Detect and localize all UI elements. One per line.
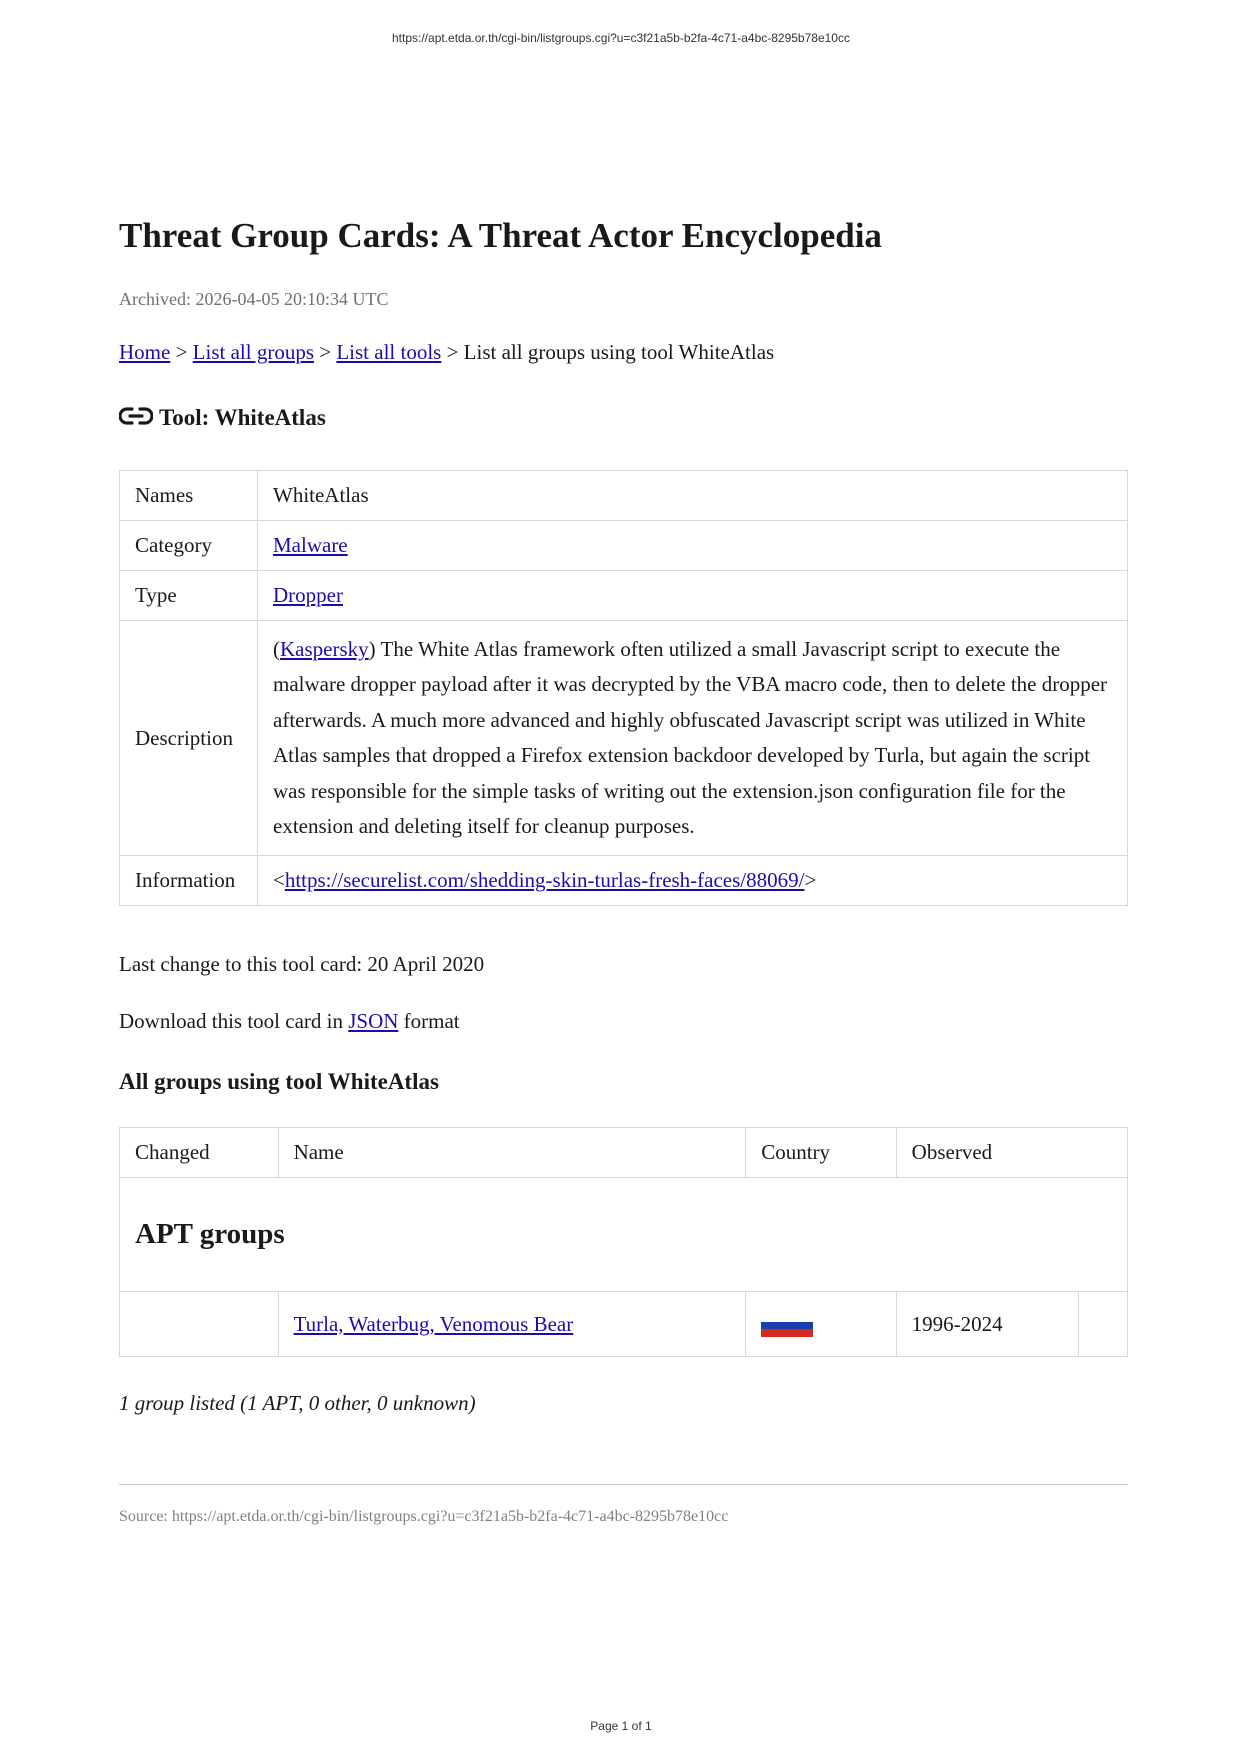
table-header-row xyxy=(120,1128,1128,1178)
breadcrumb xyxy=(119,338,774,366)
column-header-country: Country xyxy=(746,1128,896,1178)
type-link[interactable]: Dropper xyxy=(273,583,343,607)
names-value: WhiteAtlas xyxy=(258,471,1128,521)
country-cell xyxy=(746,1292,896,1357)
breadcrumb-home-link[interactable]: Home xyxy=(119,340,171,364)
observed-cell: 1996-2024 xyxy=(896,1292,1079,1357)
table-row xyxy=(120,1292,1128,1357)
groups-summary: 1 group listed (1 APT, 0 other, 0 unknown) xyxy=(119,1391,476,1415)
groups-table xyxy=(119,1127,1128,1357)
section-row xyxy=(120,1178,1128,1292)
description-text: ) The White Atlas framework often utilized a small Javascript script to execute the malware dropper payload after it was decrypted by the VBA macro code, then to delete the dropper afterwards. A much more advanced and highly obfuscated Javascript script was utilized in White Atlas samples that dropped a Firefox extension backdoor developed by Turla, but again the script was responsible for the simple tasks of writing out the extension.json configuration file for the extension and deleting itself for cleanup purposes. xyxy=(273,637,1108,839)
description-label: Description xyxy=(120,621,258,856)
tool-info-table xyxy=(119,470,1128,906)
names-label: Names xyxy=(120,471,258,521)
description-open-paren: ( xyxy=(273,637,280,661)
breadcrumb-separator: > xyxy=(170,340,193,364)
breadcrumb-groups-link[interactable]: List all groups xyxy=(192,340,314,364)
tool-heading xyxy=(119,402,326,434)
russia-flag-icon xyxy=(761,1314,813,1337)
category-link[interactable]: Malware xyxy=(273,533,348,557)
name-cell xyxy=(278,1292,746,1357)
category-label: Category xyxy=(120,521,258,571)
description-value xyxy=(258,621,1128,856)
page-title: Threat Group Cards: A Threat Actor Encyclopedia xyxy=(119,216,882,255)
information-label: Information xyxy=(120,856,258,906)
table-row xyxy=(120,856,1128,906)
breadcrumb-tools-link[interactable]: List all tools xyxy=(336,340,442,364)
information-open-bracket: < xyxy=(273,868,285,893)
type-label: Type xyxy=(120,571,258,621)
download-suffix: format xyxy=(398,1009,460,1033)
groups-heading: All groups using tool WhiteAtlas xyxy=(119,1069,439,1094)
print-header-url: https://apt.etda.or.th/cgi-bin/listgroups.cgi?u=c3f21a5b-b2fa-4c71-a4bc-8295b78e10cc xyxy=(392,31,850,45)
changed-cell xyxy=(120,1292,279,1357)
breadcrumb-separator: > xyxy=(314,340,337,364)
information-close-bracket: > xyxy=(804,868,817,893)
kaspersky-link[interactable]: Kaspersky xyxy=(280,637,369,661)
table-row xyxy=(120,521,1128,571)
json-download-link[interactable]: JSON xyxy=(348,1009,399,1033)
group-name-link[interactable]: Turla, Waterbug, Venomous Bear xyxy=(293,1311,574,1336)
extra-cell xyxy=(1079,1292,1128,1357)
information-value xyxy=(258,856,1128,906)
table-row xyxy=(120,571,1128,621)
column-header-changed: Changed xyxy=(120,1128,279,1178)
column-header-name: Name xyxy=(278,1128,746,1178)
table-row xyxy=(120,471,1128,521)
archived-timestamp: Archived: 2026-04-05 20:10:34 UTC xyxy=(119,289,389,309)
category-cell xyxy=(258,521,1128,571)
tool-heading-text: Tool: WhiteAtlas xyxy=(159,405,326,430)
type-cell xyxy=(258,571,1128,621)
link-icon xyxy=(119,405,159,430)
divider xyxy=(119,1484,1128,1485)
download-prefix: Download this tool card in xyxy=(119,1009,349,1033)
column-header-observed: Observed xyxy=(896,1128,1127,1178)
information-link[interactable]: https://securelist.com/shedding-skin-turlas-fresh-faces/88069/ xyxy=(284,868,805,893)
page-number: Page 1 of 1 xyxy=(590,1719,652,1733)
download-line xyxy=(119,1007,460,1035)
table-row xyxy=(120,621,1128,856)
last-change-text: Last change to this tool card: 20 April 2020 xyxy=(119,952,485,976)
breadcrumb-current: > List all groups using tool WhiteAtlas xyxy=(441,340,775,364)
apt-groups-section-heading: APT groups xyxy=(120,1178,1128,1292)
source-url: Source: https://apt.etda.or.th/cgi-bin/listgroups.cgi?u=c3f21a5b-b2fa-4c71-a4bc-8295b78e10cc xyxy=(119,1508,729,1525)
